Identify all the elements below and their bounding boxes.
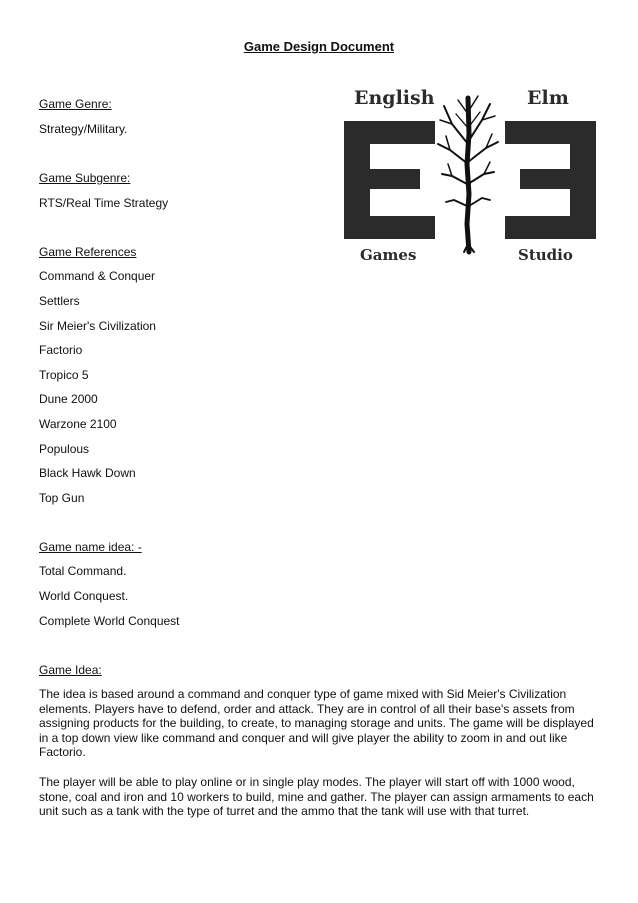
reference-item: Sir Meier's Civilization: [39, 319, 156, 333]
idea-paragraph: The player will be able to play online or in single play modes. The player will start off with 1000 wood, stone, coal and iron and 10 workers to build, mine and gather. The player can assign armaments to each unit such as a tank with the type of turret and the ammo that the tank will use with that turret.: [39, 775, 594, 819]
logo-graphic: [340, 84, 600, 269]
reference-item: Populous: [39, 442, 90, 456]
english-elm-studio-logo: [340, 84, 600, 269]
subgenre-value: RTS/Real Time Strategy: [39, 196, 169, 210]
name-idea-item: Total Command.: [39, 564, 127, 578]
logo-word-studio: Studio: [518, 246, 573, 264]
genre-heading: Game Genre:: [39, 97, 112, 111]
document-title: Game Design Document: [243, 39, 395, 54]
reference-item: Command & Conquer: [39, 269, 156, 283]
reference-item: Top Gun: [39, 491, 85, 505]
idea-heading: Game Idea:: [39, 663, 102, 677]
logo-word-elm: Elm: [527, 87, 569, 109]
reference-item: Settlers: [39, 294, 80, 308]
logo-word-games: Games: [360, 246, 417, 264]
idea-paragraph: The idea is based around a command and conquer type of game mixed with Sid Meier's Civilization elements. Players have to defend, order and attack. They are in control of all their base's assets from assigning products for the building, to create, to managing storage and units. The game will be displayed in a top down view like command and conquer and will give player the ability to zoom in and out like Factorio.: [39, 687, 594, 760]
reference-item: Tropico 5: [39, 368, 89, 382]
reference-item: Black Hawk Down: [39, 466, 136, 480]
name-idea-item: World Conquest.: [39, 589, 129, 603]
reference-item: Factorio: [39, 343, 83, 357]
logo-letter-e: [344, 121, 435, 239]
reference-item: Warzone 2100: [39, 417, 117, 431]
logo-letter-mirrored-e: [505, 121, 596, 239]
reference-item: Dune 2000: [39, 392, 98, 406]
logo-tree-icon: [438, 96, 498, 252]
subgenre-heading: Game Subgenre:: [39, 171, 131, 185]
genre-value: Strategy/Military.: [39, 122, 128, 136]
logo-word-english: English: [354, 87, 435, 109]
name-idea-item: Complete World Conquest: [39, 614, 180, 628]
name-idea-heading: Game name idea: -: [39, 540, 142, 554]
references-heading: Game References: [39, 245, 137, 259]
